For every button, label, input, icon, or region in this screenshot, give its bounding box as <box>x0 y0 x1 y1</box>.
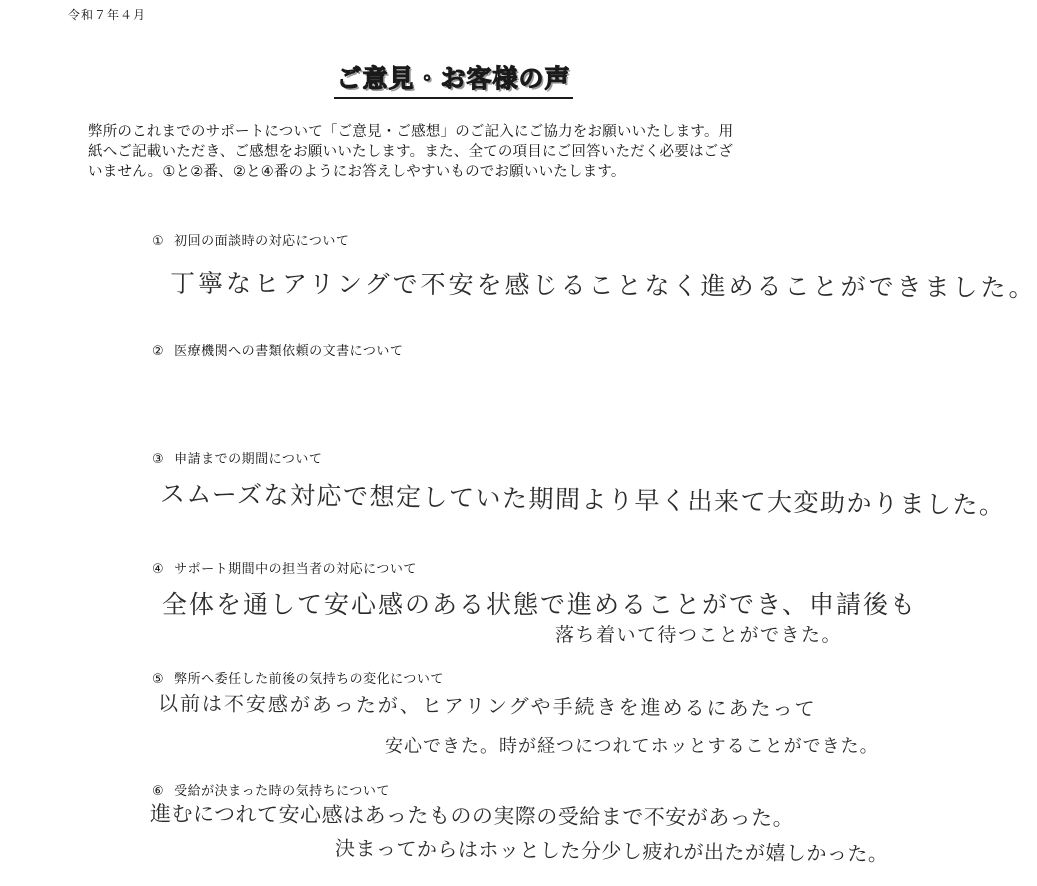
question-number: ③ <box>152 452 165 467</box>
intro-line: いません。①と②番、②と④番のようにお答えしやすいものでお願いいたします。 <box>88 164 626 180</box>
document-date: 令和７年４月 <box>68 8 147 22</box>
question-5 <box>152 668 444 687</box>
document-title: ご意見・お客様の声 <box>334 62 572 99</box>
handwritten-answer: 丁寧なヒアリングで不安を感じることなく進めることができました。 <box>169 268 1037 303</box>
intro-paragraph <box>88 122 848 182</box>
question-label: 申請までの期間について <box>174 452 323 467</box>
question-number: ① <box>152 234 165 249</box>
question-label: サポート期間中の担当者の対応について <box>174 562 417 577</box>
question-label: 弊所へ委任した前後の気持ちの変化について <box>174 672 444 687</box>
intro-line: 弊所のこれまでのサポートについて「ご意見・ご感想」のご記入にご協力をお願いいたします。用 <box>88 124 734 140</box>
intro-line: 紙へご記載いただき、ご感想をお願いいたします。また、全ての項目にご回答いただく必要はござ <box>88 144 734 160</box>
question-label: 初回の面談時の対応について <box>174 234 350 249</box>
question-number: ⑥ <box>152 784 165 799</box>
question-6 <box>152 780 390 799</box>
title-area <box>0 62 907 99</box>
handwritten-answer: 決まってからはホッとした分少し疲れが出たが嬉しかった。 <box>334 836 889 866</box>
question-4 <box>152 558 417 577</box>
handwritten-answer: 以前は不安感があったが、ヒアリングや手続きを進めるにあたって <box>157 691 817 721</box>
handwritten-answer: 安心できた。時が経つにつれてホッとすることができた。 <box>385 736 879 757</box>
question-number: ⑤ <box>152 672 165 687</box>
question-1 <box>152 230 349 249</box>
handwritten-answer: スムーズな対応で想定していた期間より早く出来て大変助かりました。 <box>159 479 1006 520</box>
question-3 <box>152 448 322 467</box>
question-label: 受給が決まった時の気持ちについて <box>174 784 390 799</box>
handwritten-answer: 落ち着いて待つことができた。 <box>555 624 843 646</box>
question-number: ④ <box>152 562 165 577</box>
question-2 <box>152 340 403 359</box>
handwritten-answer: 全体を通して安心感のある状態で進めることができ、申請後も <box>162 590 918 619</box>
question-number: ② <box>152 344 165 359</box>
question-label: 医療機関への書類依頼の文書について <box>174 344 404 359</box>
handwritten-answer: 進むにつれて安心感はあったものの実際の受給まで不安があった。 <box>149 801 795 831</box>
